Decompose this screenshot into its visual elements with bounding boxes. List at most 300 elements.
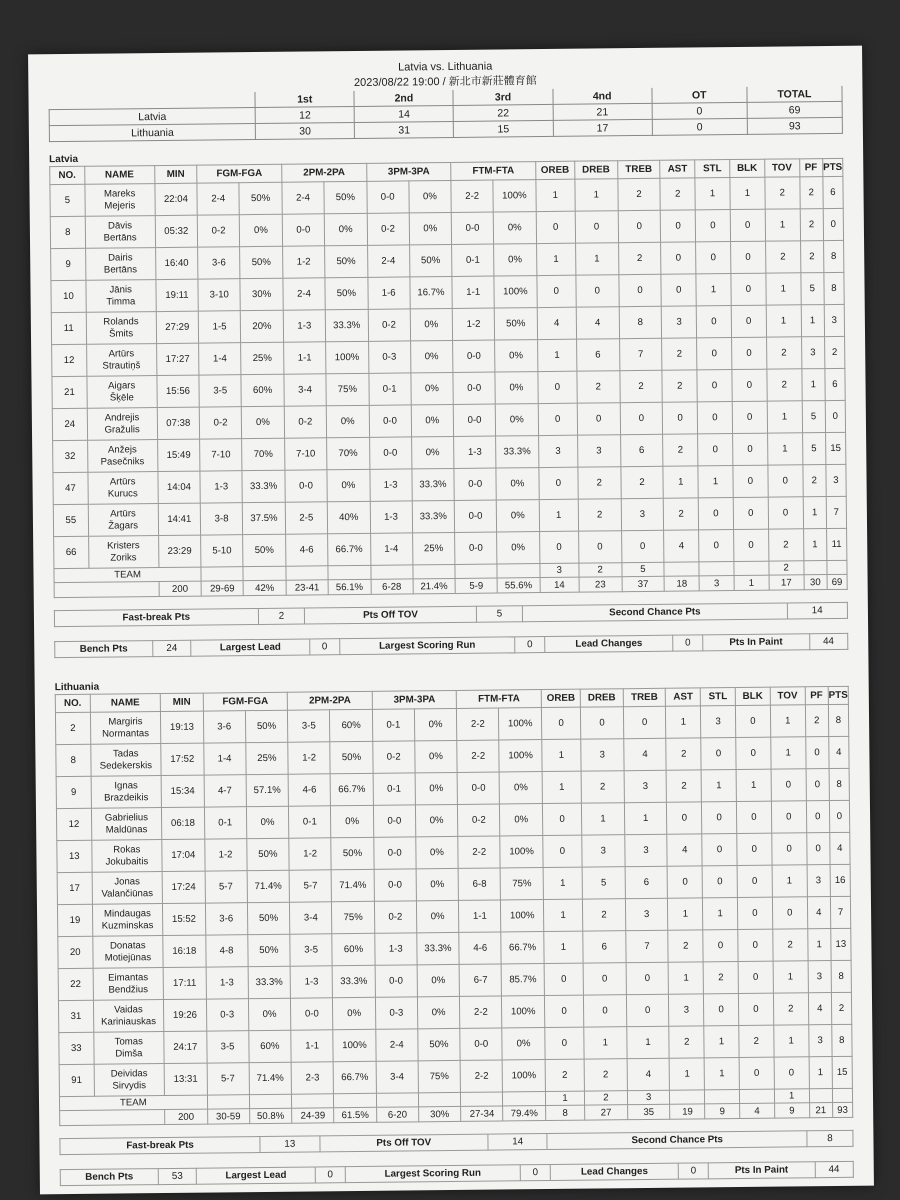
player-number: 91 xyxy=(59,1064,94,1096)
extra-stat-value: 24 xyxy=(153,640,192,656)
player-stat-ft-pct: 100% xyxy=(502,996,545,1028)
player-first-name: Eimantas xyxy=(108,971,149,984)
player-stat-pf: 0 xyxy=(805,737,829,769)
player-stat-pf: 4 xyxy=(808,993,832,1025)
player-stat-two-pt-pct: 71.4% xyxy=(331,869,374,901)
player-stat-two-pt-pct: 0% xyxy=(326,405,369,437)
player-stat-pts: 15 xyxy=(832,1056,853,1088)
player-stat-treb: 2 xyxy=(618,242,661,274)
player-number: 55 xyxy=(53,504,88,536)
team-row-label: TEAM xyxy=(59,1095,207,1111)
player-stat-tov: 0 xyxy=(772,897,807,929)
player-stat-three-pt-pct: 33.3% xyxy=(412,500,455,532)
player-stat-stl: 1 xyxy=(695,178,730,210)
player-name xyxy=(85,216,155,249)
player-stat-three-pt: 0-1 xyxy=(373,773,415,805)
player-last-name: Bendžius xyxy=(108,983,149,996)
player-stat-three-pt-pct: 33.3% xyxy=(411,468,454,500)
player-stat-oreb: 0 xyxy=(538,371,577,403)
player-stat-blk: 0 xyxy=(738,993,773,1025)
player-stat-stl: 3 xyxy=(701,706,736,738)
player-stat-blk: 2 xyxy=(739,1025,774,1057)
quarter-score: 15 xyxy=(454,120,553,137)
player-stat-ast: 1 xyxy=(666,706,701,738)
player-stat-two-pt: 2-4 xyxy=(283,278,325,310)
player-stat-two-pt: 7-10 xyxy=(285,438,327,470)
player-stat-two-pt: 3-5 xyxy=(290,934,332,966)
player-stat-two-pt-pct: 33.3% xyxy=(332,965,375,997)
player-stat-dreb: 3 xyxy=(577,435,620,467)
player-stat-blk: 0 xyxy=(733,529,768,561)
player-stat-min: 22:04 xyxy=(154,183,197,215)
player-stat-pts: 2 xyxy=(824,336,845,368)
player-stat-three-pt: 0-2 xyxy=(368,309,410,341)
quarter-score: 31 xyxy=(355,121,454,138)
player-name xyxy=(91,808,162,841)
player-stat-two-pt: 1-1 xyxy=(291,1030,333,1062)
totals-value: 19 xyxy=(670,1104,705,1119)
player-stat-tov: 1 xyxy=(766,305,801,337)
totals-value: 21 xyxy=(809,1103,832,1118)
quarter-score: 12 xyxy=(255,106,354,123)
player-stat-treb: 0 xyxy=(618,274,661,306)
totals-value: 23 xyxy=(579,577,622,592)
player-stat-ast: 4 xyxy=(664,530,699,562)
box-col-header: DREB xyxy=(574,161,617,179)
player-stat-three-pt: 0-0 xyxy=(373,805,415,837)
totals-value: 69 xyxy=(827,574,847,589)
player-stat-three-pt: 0-0 xyxy=(374,837,416,869)
player-stat-three-pt: 0-0 xyxy=(367,181,409,213)
player-stat-pf: 2 xyxy=(800,241,824,273)
player-stat-two-pt: 1-2 xyxy=(289,838,331,870)
player-first-name: Artūrs xyxy=(109,475,136,488)
player-stat-three-pt: 1-4 xyxy=(370,533,412,565)
player-stat-pts: 8 xyxy=(832,1024,853,1056)
player-stat-dreb: 0 xyxy=(580,707,623,739)
box-col-header: DREB xyxy=(580,689,623,707)
extra-stat-label: Largest Scoring Run xyxy=(345,1165,521,1183)
player-stat-two-pt-pct: 75% xyxy=(332,901,375,933)
quarter-col-header: 2nd xyxy=(354,90,453,107)
player-stat-ft: 0-0 xyxy=(453,372,495,404)
player-stat-min: 14:04 xyxy=(158,471,201,503)
player-first-name: Andrejis xyxy=(104,411,140,424)
player-stat-tov: 1 xyxy=(766,273,801,305)
player-stat-fg: 5-7 xyxy=(207,1063,249,1095)
player-stat-two-pt-pct: 60% xyxy=(332,933,375,965)
player-stat-ft-pct: 0% xyxy=(502,1028,545,1060)
player-number: 8 xyxy=(56,744,91,776)
totals-value: 29-69 xyxy=(201,581,243,596)
player-stat-ft: 1-2 xyxy=(453,308,495,340)
box-col-header: TOV xyxy=(770,687,805,705)
player-stat-ast: 2 xyxy=(667,770,702,802)
player-stat-blk: 0 xyxy=(739,1057,774,1089)
player-stat-pf: 5 xyxy=(800,273,824,305)
player-name xyxy=(88,536,158,569)
player-stat-fg-pct: 25% xyxy=(241,342,284,374)
player-stat-dreb: 2 xyxy=(577,371,620,403)
player-stat-dreb: 4 xyxy=(576,307,619,339)
player-name xyxy=(92,904,163,937)
player-stat-two-pt: 2-5 xyxy=(285,502,327,534)
box-col-header: 2PM-2PA xyxy=(282,163,367,182)
player-stat-min: 17:04 xyxy=(162,839,205,871)
quarter-score: 30 xyxy=(255,122,354,139)
player-last-name: Brazdeikis xyxy=(104,791,149,804)
extra-stats-table-2 xyxy=(60,1161,854,1186)
player-name xyxy=(91,840,162,873)
box-col-header: STL xyxy=(695,160,730,178)
player-stat-three-pt: 1-3 xyxy=(375,933,417,965)
player-stat-ft-pct: 0% xyxy=(495,340,538,372)
totals-value: 1 xyxy=(734,575,769,590)
player-stat-pts: 11 xyxy=(826,528,847,560)
player-stat-dreb: 0 xyxy=(576,275,619,307)
extra-stat-value: 8 xyxy=(807,1130,853,1146)
player-stat-three-pt: 0-3 xyxy=(368,341,410,373)
player-stat-ft-pct: 100% xyxy=(493,180,536,212)
totals-value: 8 xyxy=(546,1105,585,1120)
player-stat-ft-pct: 0% xyxy=(495,404,538,436)
box-col-header: PTS xyxy=(828,686,848,704)
player-name xyxy=(93,1000,164,1033)
player-stat-three-pt-pct: 0% xyxy=(415,772,458,804)
player-stat-ft-pct: 33.3% xyxy=(496,436,539,468)
player-stat-ast: 0 xyxy=(661,274,696,306)
player-stat-ft: 1-1 xyxy=(452,276,494,308)
player-stat-oreb: 0 xyxy=(544,963,583,995)
player-stat-three-pt: 2-4 xyxy=(376,1029,418,1061)
player-stat-three-pt: 0-2 xyxy=(374,901,416,933)
player-stat-blk: 0 xyxy=(732,433,767,465)
player-stat-oreb: 0 xyxy=(541,707,580,739)
team-tov: 2 xyxy=(769,561,804,575)
player-stat-fg-pct: 33.3% xyxy=(242,470,285,502)
player-stat-tov: 1 xyxy=(770,705,805,737)
box-col-header: NAME xyxy=(84,166,154,185)
player-stat-pf: 1 xyxy=(807,929,831,961)
extra-stat-label: Pts In Paint xyxy=(703,634,810,651)
player-stat-oreb: 4 xyxy=(537,307,576,339)
player-name xyxy=(87,440,157,473)
player-first-name: Tomas xyxy=(114,1035,143,1048)
player-last-name: Timma xyxy=(106,295,136,308)
player-number: 11 xyxy=(51,312,86,344)
totals-value: 9 xyxy=(705,1104,740,1119)
player-stat-fg: 1-3 xyxy=(200,471,242,503)
player-stat-pf: 0 xyxy=(806,769,830,801)
totals-value: 18 xyxy=(664,576,699,591)
player-stat-ft: 0-0 xyxy=(455,532,497,564)
player-stat-stl: 0 xyxy=(696,242,731,274)
box-col-header: 2PM-2PA xyxy=(288,691,373,710)
team-row-blank xyxy=(207,1095,249,1109)
player-stat-pts: 0 xyxy=(825,400,846,432)
player-first-name: Jonas xyxy=(114,875,140,888)
quarter-score: 21 xyxy=(553,103,652,120)
player-stat-two-pt-pct: 50% xyxy=(324,181,367,213)
teams-container xyxy=(49,146,854,1186)
box-col-header: TOV xyxy=(764,159,799,177)
box-col-header: BLK xyxy=(730,159,765,177)
player-stat-ft: 2-2 xyxy=(460,996,502,1028)
team-row-blank xyxy=(809,1089,832,1103)
player-first-name: Mareks xyxy=(103,187,136,200)
player-stat-min: 05:32 xyxy=(155,215,198,247)
player-stat-ft: 0-0 xyxy=(457,772,499,804)
player-stat-oreb: 1 xyxy=(542,771,581,803)
player-stat-fg: 2-4 xyxy=(197,183,239,215)
player-stat-oreb: 1 xyxy=(542,739,581,771)
player-stat-three-pt-pct: 0% xyxy=(410,308,453,340)
player-stat-min: 17:52 xyxy=(161,743,204,775)
player-stat-pts: 7 xyxy=(826,496,847,528)
player-name xyxy=(87,376,157,409)
player-stat-ast: 2 xyxy=(660,178,695,210)
player-name xyxy=(90,744,161,777)
player-name xyxy=(94,1064,165,1097)
totals-value: 6-28 xyxy=(371,579,413,594)
player-stat-three-pt-pct: 0% xyxy=(411,404,454,436)
player-stat-stl: 0 xyxy=(696,306,731,338)
player-stat-three-pt-pct: 0% xyxy=(410,340,453,372)
player-stat-pts: 8 xyxy=(824,272,845,304)
player-stat-two-pt-pct: 50% xyxy=(331,837,374,869)
player-stat-two-pt: 4-6 xyxy=(288,774,330,806)
player-stat-two-pt-pct: 70% xyxy=(327,437,370,469)
player-stat-three-pt-pct: 75% xyxy=(418,1060,461,1092)
player-stat-tov: 0 xyxy=(774,1057,809,1089)
extra-stat-label: Bench Pts xyxy=(55,641,153,658)
team-section-title: Lithuania xyxy=(54,681,100,694)
player-stat-fg: 7-10 xyxy=(200,439,242,471)
player-last-name: Sedekerskis xyxy=(99,759,153,772)
player-first-name: Aigars xyxy=(108,379,136,392)
player-stat-fg-pct: 50% xyxy=(247,934,290,966)
player-stat-blk: 0 xyxy=(732,369,767,401)
player-first-name: Anžejs xyxy=(107,443,137,456)
player-stat-pf: 1 xyxy=(809,1057,833,1089)
player-stat-pf: 1 xyxy=(801,305,825,337)
player-stat-dreb: 0 xyxy=(575,211,618,243)
player-name xyxy=(86,312,156,345)
box-col-header: MIN xyxy=(154,165,197,183)
player-stat-treb: 0 xyxy=(626,962,669,994)
player-stat-stl: 0 xyxy=(702,866,737,898)
totals-value: 5-9 xyxy=(455,578,497,593)
extra-stat-value: 14 xyxy=(787,602,848,619)
player-number: 47 xyxy=(53,472,88,504)
player-stat-tov: 0 xyxy=(771,769,806,801)
player-stat-dreb: 2 xyxy=(578,467,621,499)
player-stat-ft-pct: 75% xyxy=(500,868,543,900)
box-col-header: TREB xyxy=(623,688,666,706)
player-stat-ast: 0 xyxy=(661,242,696,274)
totals-value: 56.1% xyxy=(328,579,371,594)
player-stat-min: 07:38 xyxy=(157,407,200,439)
player-stat-oreb: 0 xyxy=(538,403,577,435)
team-row-blank xyxy=(201,567,243,581)
totals-value: 9 xyxy=(774,1103,809,1118)
player-stat-treb: 8 xyxy=(619,306,662,338)
player-number: 22 xyxy=(58,968,93,1000)
player-stat-two-pt: 1-2 xyxy=(288,742,330,774)
extra-stat-label: Fast-break Pts xyxy=(54,609,258,627)
player-stat-ft: 0-0 xyxy=(454,404,496,436)
player-name xyxy=(87,408,157,441)
player-stat-three-pt-pct: 0% xyxy=(415,836,458,868)
player-stat-fg-pct: 37.5% xyxy=(242,502,285,534)
player-first-name: Gabrielius xyxy=(104,811,149,824)
quarter-score: 93 xyxy=(747,117,842,134)
quarter-score: 14 xyxy=(354,105,453,122)
player-stat-stl: 1 xyxy=(703,898,738,930)
player-stat-pf: 3 xyxy=(808,961,832,993)
player-stat-stl: 1 xyxy=(698,466,733,498)
player-stat-treb: 0 xyxy=(623,706,666,738)
player-stat-stl: 0 xyxy=(702,802,737,834)
player-stat-fg: 0-1 xyxy=(204,807,246,839)
player-stat-ast: 0 xyxy=(661,210,696,242)
player-stat-two-pt: 0-0 xyxy=(285,470,327,502)
player-stat-oreb: 1 xyxy=(536,179,575,211)
player-stat-blk: 0 xyxy=(730,241,765,273)
player-stat-three-pt: 1-3 xyxy=(370,501,412,533)
player-stat-three-pt: 0-2 xyxy=(373,741,415,773)
player-stat-oreb: 0 xyxy=(539,531,578,563)
player-last-name: Bertāns xyxy=(103,231,137,244)
player-stat-fg-pct: 50% xyxy=(239,182,282,214)
player-stat-ft-pct: 0% xyxy=(494,244,537,276)
player-stat-stl: 0 xyxy=(701,738,736,770)
player-stat-three-pt-pct: 0% xyxy=(410,372,453,404)
player-stat-pts: 6 xyxy=(823,176,844,208)
team-row-blank xyxy=(328,565,371,579)
player-stat-ast: 2 xyxy=(669,1026,704,1058)
player-stat-two-pt-pct: 50% xyxy=(330,741,373,773)
player-stat-ft-pct: 50% xyxy=(494,308,537,340)
team-row-blank xyxy=(461,1092,503,1106)
team-tov: 1 xyxy=(774,1089,809,1103)
player-stat-dreb: 1 xyxy=(581,803,624,835)
totals-value: 50.8% xyxy=(249,1108,292,1123)
totals-label-blank xyxy=(60,1110,165,1126)
extra-stat-label: Second Chance Pts xyxy=(523,603,787,622)
player-stat-pts: 0 xyxy=(829,800,850,832)
player-stat-min: 17:11 xyxy=(163,967,206,999)
player-stat-pf: 5 xyxy=(802,433,826,465)
player-number: 12 xyxy=(56,808,91,840)
player-stat-tov: 2 xyxy=(773,993,808,1025)
player-name xyxy=(91,776,162,809)
player-stat-two-pt: 5-7 xyxy=(289,870,331,902)
totals-value: 21.4% xyxy=(413,578,456,593)
box-col-header: 3PM-3PA xyxy=(372,690,457,709)
player-last-name: Strautiņš xyxy=(102,359,141,372)
player-first-name: Mindaugas xyxy=(103,907,151,920)
player-stat-three-pt: 0-2 xyxy=(367,213,409,245)
player-stat-tov: 0 xyxy=(768,465,803,497)
player-stat-ft: 6-8 xyxy=(458,868,500,900)
player-stat-pts: 15 xyxy=(825,432,846,464)
player-stat-dreb: 2 xyxy=(582,899,625,931)
totals-value: 3 xyxy=(699,576,734,591)
totals-value: 79.4% xyxy=(503,1106,546,1121)
player-last-name: Jokubaitis xyxy=(105,855,149,868)
player-last-name: Bertāns xyxy=(103,263,138,276)
player-stat-blk: 0 xyxy=(738,929,773,961)
box-col-header: PF xyxy=(805,687,828,705)
player-number: 20 xyxy=(58,936,93,968)
team-row-blank xyxy=(243,566,286,580)
player-stat-ft: 4-6 xyxy=(459,932,501,964)
extra-stats-row xyxy=(60,1130,853,1154)
player-stat-pts: 8 xyxy=(823,240,844,272)
player-stat-pts: 16 xyxy=(830,864,851,896)
player-first-name: Margiris xyxy=(108,715,143,728)
totals-value: 55.6% xyxy=(497,578,540,593)
player-name xyxy=(88,504,158,537)
extra-stat-label: Lead Changes xyxy=(545,635,674,652)
box-col-header: AST xyxy=(660,160,695,178)
extra-stat-label: Largest Scoring Run xyxy=(339,637,515,655)
player-name xyxy=(86,344,156,377)
extra-stat-value: 0 xyxy=(673,635,703,651)
team-row-blank xyxy=(699,562,734,576)
player-stat-two-pt-pct: 0% xyxy=(333,997,376,1029)
box-col-header: FGM-FGA xyxy=(197,164,282,183)
player-first-name: Kristers xyxy=(107,539,140,552)
player-stat-tov: 1 xyxy=(774,1025,809,1057)
player-stat-blk: 1 xyxy=(730,177,765,209)
player-number: 66 xyxy=(54,536,89,568)
extra-stat-label: Lead Changes xyxy=(550,1163,679,1180)
team-oreb: 3 xyxy=(540,563,579,577)
extra-stat-label: Largest Lead xyxy=(191,639,310,656)
player-stat-stl: 0 xyxy=(697,338,732,370)
player-name xyxy=(85,184,155,217)
player-stat-ft-pct: 100% xyxy=(494,276,537,308)
player-stat-oreb: 0 xyxy=(537,275,576,307)
player-stat-three-pt-pct: 25% xyxy=(412,532,455,564)
player-last-name: Gražulis xyxy=(104,423,140,436)
player-stat-fg-pct: 0% xyxy=(246,806,289,838)
player-stat-fg-pct: 71.4% xyxy=(249,1062,292,1094)
extra-stats-row xyxy=(54,602,847,626)
player-stat-two-pt: 3-4 xyxy=(290,902,332,934)
player-stat-fg: 5-10 xyxy=(201,535,243,567)
player-stat-tov: 2 xyxy=(767,369,802,401)
team-row-blank xyxy=(705,1090,740,1104)
player-stat-fg: 1-4 xyxy=(199,343,241,375)
player-stat-two-pt: 1-1 xyxy=(284,342,326,374)
player-stat-treb: 0 xyxy=(621,530,664,562)
quarter-col-header: 4nd xyxy=(552,88,651,105)
player-stat-stl: 2 xyxy=(703,962,738,994)
extra-stats-table-1 xyxy=(59,1130,853,1155)
player-stat-fg: 3-6 xyxy=(198,247,240,279)
player-stat-min: 15:49 xyxy=(157,439,200,471)
player-stat-stl: 1 xyxy=(704,1026,739,1058)
player-stat-fg: 4-7 xyxy=(204,775,246,807)
player-stat-pf: 3 xyxy=(801,337,825,369)
player-stat-blk: 0 xyxy=(737,865,772,897)
player-number: 31 xyxy=(58,1000,93,1032)
player-stat-ast: 2 xyxy=(666,738,701,770)
team-treb: 5 xyxy=(621,562,664,576)
